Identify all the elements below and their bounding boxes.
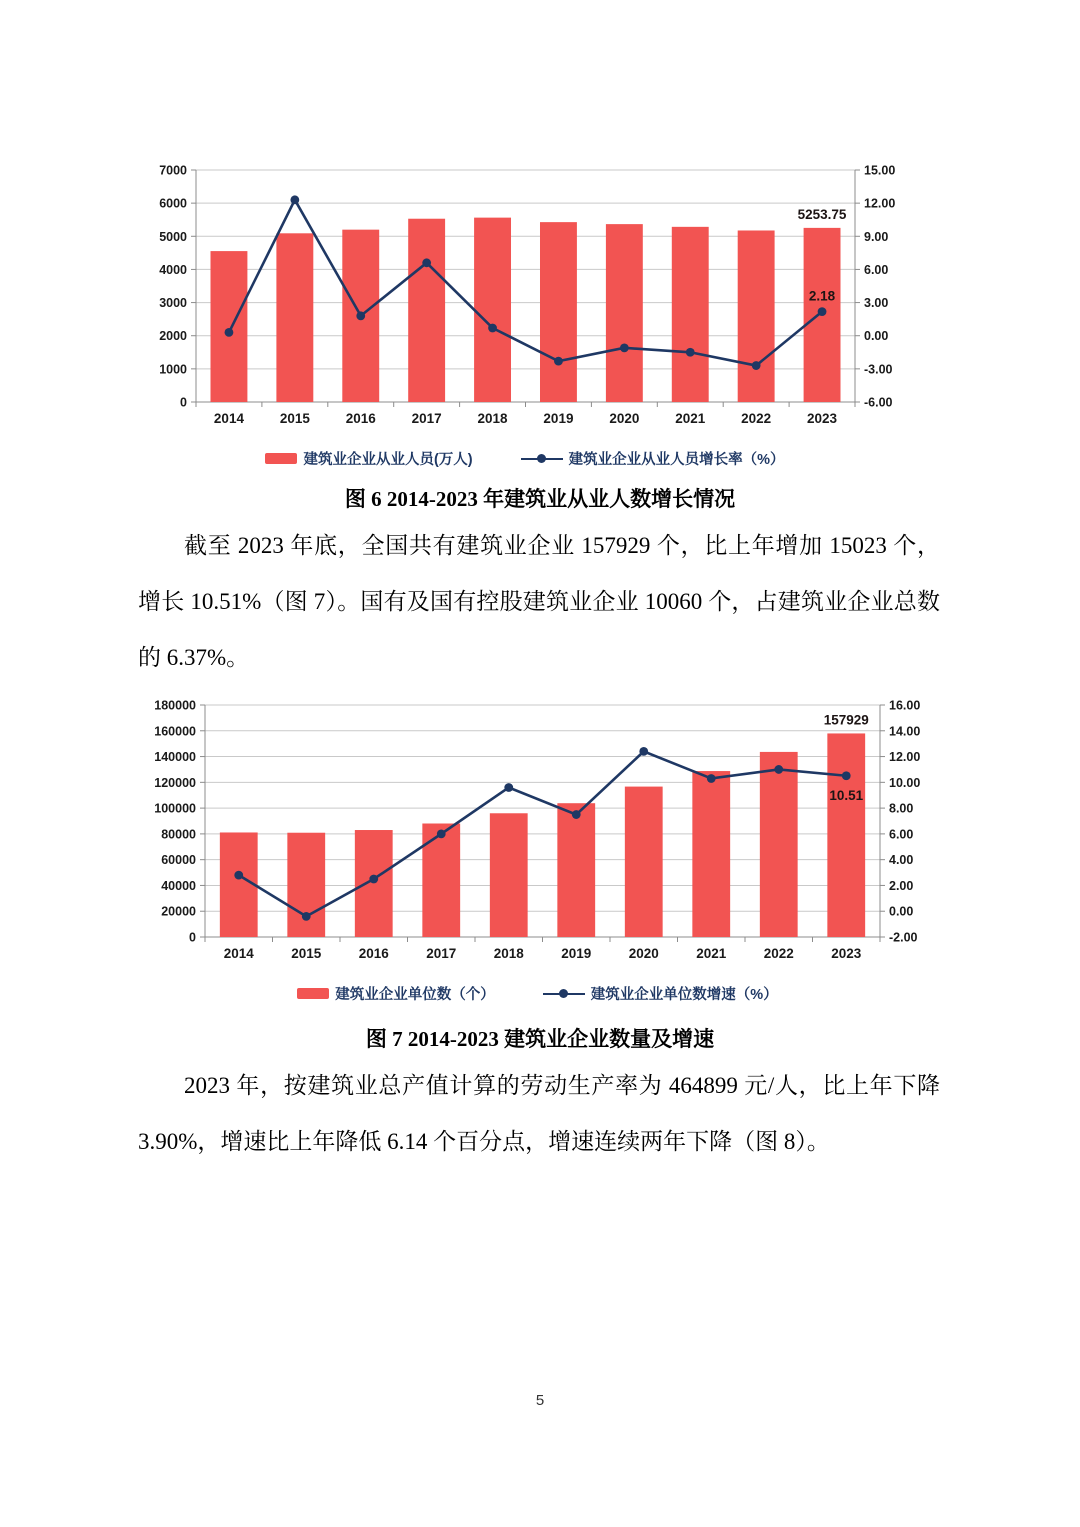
right-axis-tick-label: 10.00: [889, 775, 921, 790]
x-axis-label-2023: 2023: [831, 946, 862, 961]
legend-label: 建筑业企业单位数增速（%）: [590, 987, 778, 1003]
left-axis-tick-label: 2000: [159, 329, 187, 344]
bar-2019: [557, 803, 595, 937]
left-axis-tick-label: 180000: [154, 698, 196, 713]
right-axis-tick-label: 0.00: [889, 904, 914, 919]
x-axis-label-2019: 2019: [543, 411, 574, 426]
last-point-value-label: 10.51: [829, 787, 864, 803]
line-point-2016: [356, 311, 365, 320]
x-axis-label-2023: 2023: [807, 411, 838, 426]
body-paragraph-1: 截至 2023 年底，全国共有建筑业企业 157929 个，比上年增加 15023 个，增长 10.51%（图 7）。国有及国有控股建筑业企业 10060 个，占建筑业企业总数的 6.37%。: [138, 533, 940, 670]
left-axis-tick-label: 5000: [159, 229, 187, 244]
last-bar-value-label: 157929: [823, 712, 869, 728]
line-series-swatch: [543, 988, 585, 999]
right-axis-tick-label: 14.00: [889, 724, 921, 739]
bar-2022: [760, 752, 798, 937]
figure6-combo-chart: [140, 155, 910, 435]
x-axis-label-2015: 2015: [279, 411, 310, 426]
bar-2021: [672, 227, 709, 402]
legend-label: 建筑业企业从业人员(万人): [303, 452, 473, 468]
legend-label: 建筑业企业从业人员增长率（%）: [568, 452, 785, 468]
x-axis-label-2022: 2022: [763, 946, 794, 961]
legend-item-employees: [265, 448, 472, 469]
line-point-2023: [842, 771, 851, 780]
left-axis-tick-label: 80000: [161, 827, 196, 842]
x-axis-label-2019: 2019: [561, 946, 592, 961]
line-point-2018: [504, 783, 513, 792]
bar-2016: [355, 830, 393, 937]
left-axis-tick-label: 160000: [154, 724, 196, 739]
legend-item-enterprise-growth: [543, 983, 778, 1004]
left-axis-tick-label: 60000: [161, 853, 196, 868]
line-point-2019: [554, 357, 563, 366]
x-axis-label-2022: 2022: [741, 411, 772, 426]
right-axis-tick-label: 0.00: [864, 329, 889, 344]
line-point-2023: [818, 307, 827, 316]
line-point-2017: [437, 829, 446, 838]
bar-2021: [692, 771, 730, 937]
left-axis-tick-label: 0: [189, 930, 196, 945]
right-axis-tick-label: 12.00: [864, 196, 896, 211]
x-axis-label-2018: 2018: [493, 946, 524, 961]
line-point-2021: [686, 348, 695, 357]
left-axis-tick-label: 20000: [161, 904, 196, 919]
left-axis-tick-label: 100000: [154, 801, 196, 816]
gridlines: [154, 699, 920, 945]
bar-2020: [625, 787, 663, 937]
line-point-2020: [639, 747, 648, 756]
line-point-2019: [572, 810, 581, 819]
right-axis-tick-label: 16.00: [889, 698, 921, 713]
bar-2023: [827, 733, 865, 937]
bar-2015: [276, 233, 313, 402]
right-axis-tick-label: -2.00: [889, 930, 918, 945]
left-axis-tick-label: 3000: [159, 296, 187, 311]
bar-series-swatch: [297, 988, 329, 999]
line-point-2016: [369, 875, 378, 884]
bar-series: [210, 218, 840, 402]
right-axis-tick-label: 2.00: [889, 878, 914, 893]
right-axis-tick-label: 12.00: [889, 750, 921, 765]
right-axis-tick-label: 15.00: [864, 163, 896, 178]
x-axis-label-2014: 2014: [223, 946, 254, 961]
right-axis-tick-label: 6.00: [864, 262, 889, 277]
line-point-2015: [302, 912, 311, 921]
bar-2018: [474, 218, 511, 402]
left-axis-tick-label: 7000: [159, 163, 187, 178]
legend-item-growth-rate: [521, 448, 785, 469]
body-paragraph-2: 2023 年，按建筑业总产值计算的劳动生产率为 464899 元/人，比上年下降 3.90%，增速比上年降低 6.14 个百分点，增速连续两年下降（图 8）。: [138, 1073, 940, 1154]
right-axis-tick-label: -3.00: [864, 362, 893, 377]
right-axis-tick-label: 3.00: [864, 296, 889, 311]
figure7-chart-block: [140, 690, 935, 1004]
bar-2017: [422, 824, 460, 937]
x-axis-label-2021: 2021: [696, 946, 727, 961]
right-axis-tick-label: 9.00: [864, 229, 889, 244]
bar-2022: [738, 230, 775, 402]
line-point-2018: [488, 324, 497, 333]
x-axis-label-2020: 2020: [628, 946, 659, 961]
right-axis-tick-label: 6.00: [889, 827, 914, 842]
figure7-legend: [140, 983, 935, 1004]
left-axis-tick-label: 1000: [159, 362, 187, 377]
line-point-2014: [225, 328, 234, 337]
bar-2020: [606, 224, 643, 402]
line-point-2015: [290, 195, 299, 204]
x-axis-label-2020: 2020: [609, 411, 640, 426]
left-axis-tick-label: 40000: [161, 878, 196, 893]
bar-2017: [408, 219, 445, 402]
figure6-caption: 图 6 2014-2023 年建筑业从业人数增长情况: [344, 487, 736, 511]
bar-series: [220, 733, 865, 937]
gridlines: [159, 164, 895, 410]
line-point-2014: [234, 871, 243, 880]
legend-item-enterprise-count: [297, 983, 495, 1004]
bar-series-swatch: [265, 453, 297, 464]
bar-2018: [490, 813, 528, 937]
line-point-2022: [774, 765, 783, 774]
left-axis-tick-label: 0: [180, 395, 187, 410]
last-point-value-label: 2.18: [808, 288, 836, 304]
line-series-swatch: [521, 453, 563, 464]
page-number: 5: [535, 1392, 545, 1409]
x-axis-label-2015: 2015: [291, 946, 322, 961]
last-bar-value-label: 5253.75: [797, 206, 847, 222]
line-point-2021: [707, 774, 716, 783]
x-axis-label-2017: 2017: [426, 946, 457, 961]
line-point-2020: [620, 343, 629, 352]
left-axis-tick-label: 120000: [154, 775, 196, 790]
bar-2015: [287, 833, 325, 937]
x-axis-label-2016: 2016: [345, 411, 376, 426]
figure6-legend: [140, 448, 910, 469]
left-axis-tick-label: 140000: [154, 750, 196, 765]
line-point-2017: [422, 258, 431, 267]
figure6-chart-block: [140, 155, 910, 469]
right-axis-tick-label: 8.00: [889, 801, 914, 816]
left-axis-tick-label: 6000: [159, 196, 187, 211]
bar-2019: [540, 222, 577, 402]
bar-2014: [210, 251, 247, 402]
line-series: [229, 200, 822, 366]
x-axis-label-2017: 2017: [411, 411, 442, 426]
legend-label: 建筑业企业单位数（个）: [335, 987, 495, 1003]
figure7-combo-chart: [140, 690, 935, 970]
x-axis-label-2018: 2018: [477, 411, 508, 426]
x-axis-label-2016: 2016: [358, 946, 389, 961]
left-axis-tick-label: 4000: [159, 262, 187, 277]
line-point-2022: [752, 361, 761, 370]
right-axis-tick-label: 4.00: [889, 853, 914, 868]
right-axis-tick-label: -6.00: [864, 395, 893, 410]
x-axis-label-2014: 2014: [213, 411, 244, 426]
x-axis-label-2021: 2021: [675, 411, 706, 426]
figure7-caption: 图 7 2014-2023 建筑业企业数量及增速: [365, 1027, 715, 1051]
